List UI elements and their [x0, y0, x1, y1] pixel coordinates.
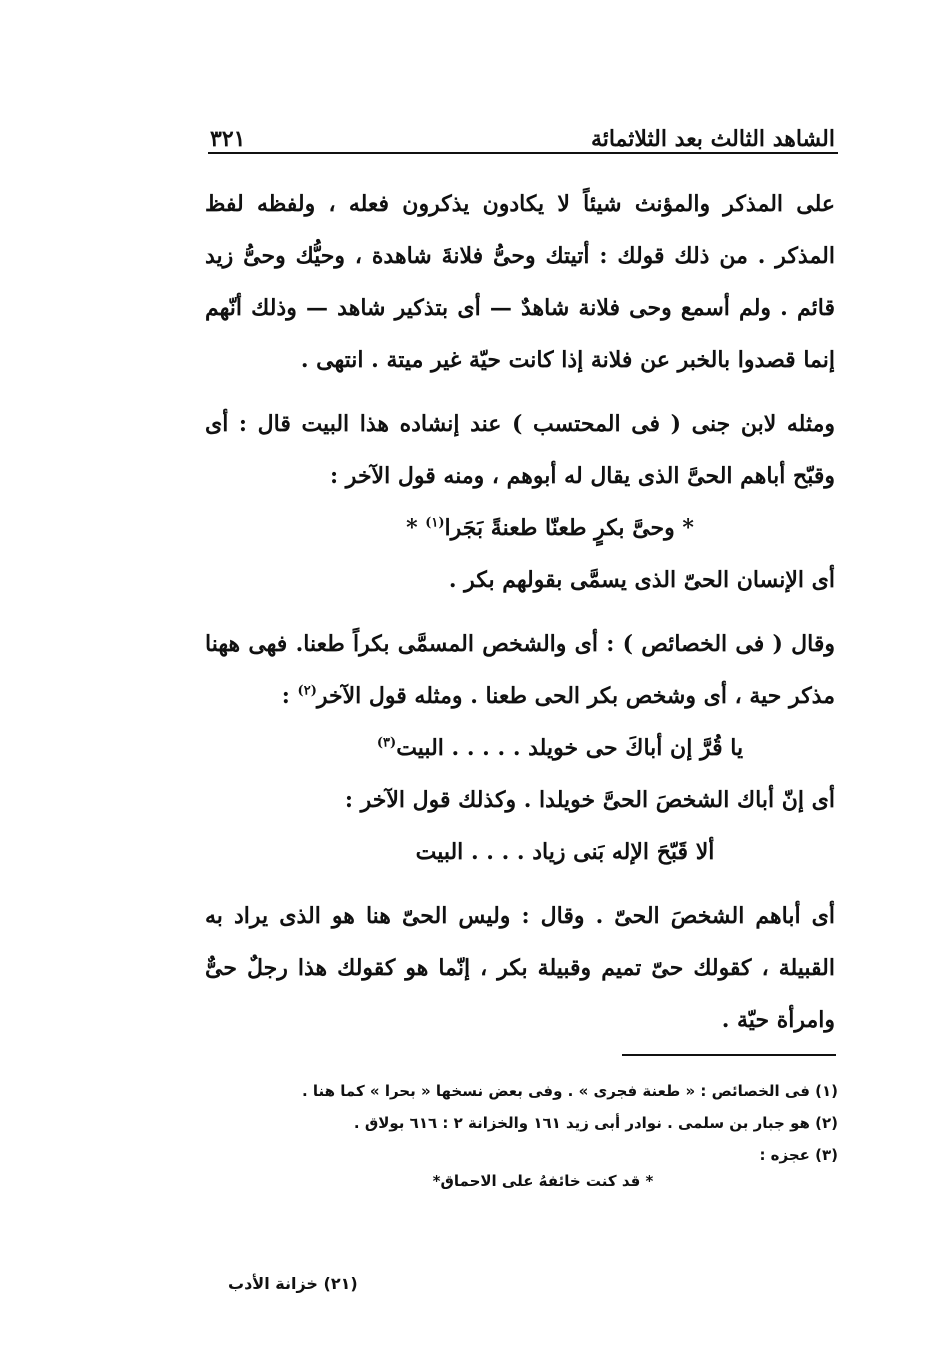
- page-number: ٣٢١: [210, 126, 246, 152]
- running-title: الشاهد الثالث بعد الثلاثمائة: [590, 126, 835, 152]
- verse-1-text: * وحىَّ بكرٍ طعنّا طعنةً بَجَرا: [444, 515, 694, 541]
- paragraph-3: أى الإنسان الحىّ الذى يسمَّى بقولهم بكر .: [448, 567, 835, 593]
- page-header: [210, 112, 835, 152]
- footnote-ref-2: (٢): [297, 683, 317, 699]
- verse-3: ألا قَبّحَ الإله بَنى زياد . . . . البيت: [415, 839, 715, 865]
- footnote-ref-3: (٣): [376, 735, 397, 751]
- verse-2: [205, 722, 835, 774]
- footnote-1: (١) فى الخصائص : « طعنة فجرى » . وفى بعض نسخها « بحرا » كما هنا .: [301, 1082, 838, 1100]
- footnote-2: (٢) هو جبار بن سلمى . نوادر أبى زيد ١٦١ والخزانة ٢ : ٦١٦ بولاق .: [353, 1114, 838, 1132]
- paragraph-4-end: :: [281, 683, 298, 709]
- main-text: [205, 178, 835, 1046]
- paragraph-1: على المذكر والمؤنث شيئاً لا يكادون يذكرون فعله ، ولفظه لفظ المذكر . من ذلك قولك : أتيتك وحىُّ فلانةَ شاهدة ، وحيُّك وحىُّ زيد قائم . ولم أسمع وحى فلانة شاهدٌ — أى بتذكير شاهد — وذلك أنّهم إنما قصدوا بالخبر عن فلانة إذا كانت حيّة غير ميتة . انتهى .: [205, 191, 835, 373]
- paragraph-4-text: وقال ( فى الخصائص ) : أى والشخص المسمَّى بكراً طعنا. فهى ههنا مذكر حية ، أى وشخص بكر الحى طعنا . ومثله قول الآخر: [205, 631, 835, 709]
- paragraph-6: أى أباهم الشخصَ الحىّ . وقال : وليس الحىّ هنا هو الذى يراد به القبيلة ، كقولك حىّ تميم وقبيلة بكر ، إنّما هو كقولك هذا رجلٌ حىٌّ وامرأة حيّة .: [205, 903, 835, 1033]
- paragraph-5: أى إنّ أباك الشخصَ الحىَّ خويلدا . وكذلك قول الآخر :: [344, 787, 835, 813]
- footnote-ref-1: (١): [425, 515, 445, 531]
- footnote-rule: [622, 1054, 836, 1056]
- verse-1: * وحىَّ بكرٍ طعنّا طعنةً بَجَرا$^{(١)}$ *: [406, 515, 694, 541]
- footnotes: [208, 1078, 838, 1194]
- paragraph-4: [205, 618, 835, 722]
- footnote-3-verse: * قد كنت خائفهُ على الاحماق*: [432, 1172, 654, 1190]
- paragraph-2: ومثله لابن جنى ( فى المحتسب ) عند إنشاده هذا البيت قال : أى وقبّح أباهم الحىَّ الذى يقال له أبوهم ، ومنه قول الآخر :: [205, 411, 835, 489]
- signature-mark: (٢١) خزانة الأدب: [228, 1274, 358, 1293]
- verse-2-text: يا قُرَّ إن أباكَ حى خويلد . . . . . البيت: [396, 735, 744, 761]
- header-rule: [208, 152, 838, 154]
- footnote-3: (٣) عجزه :: [759, 1146, 838, 1164]
